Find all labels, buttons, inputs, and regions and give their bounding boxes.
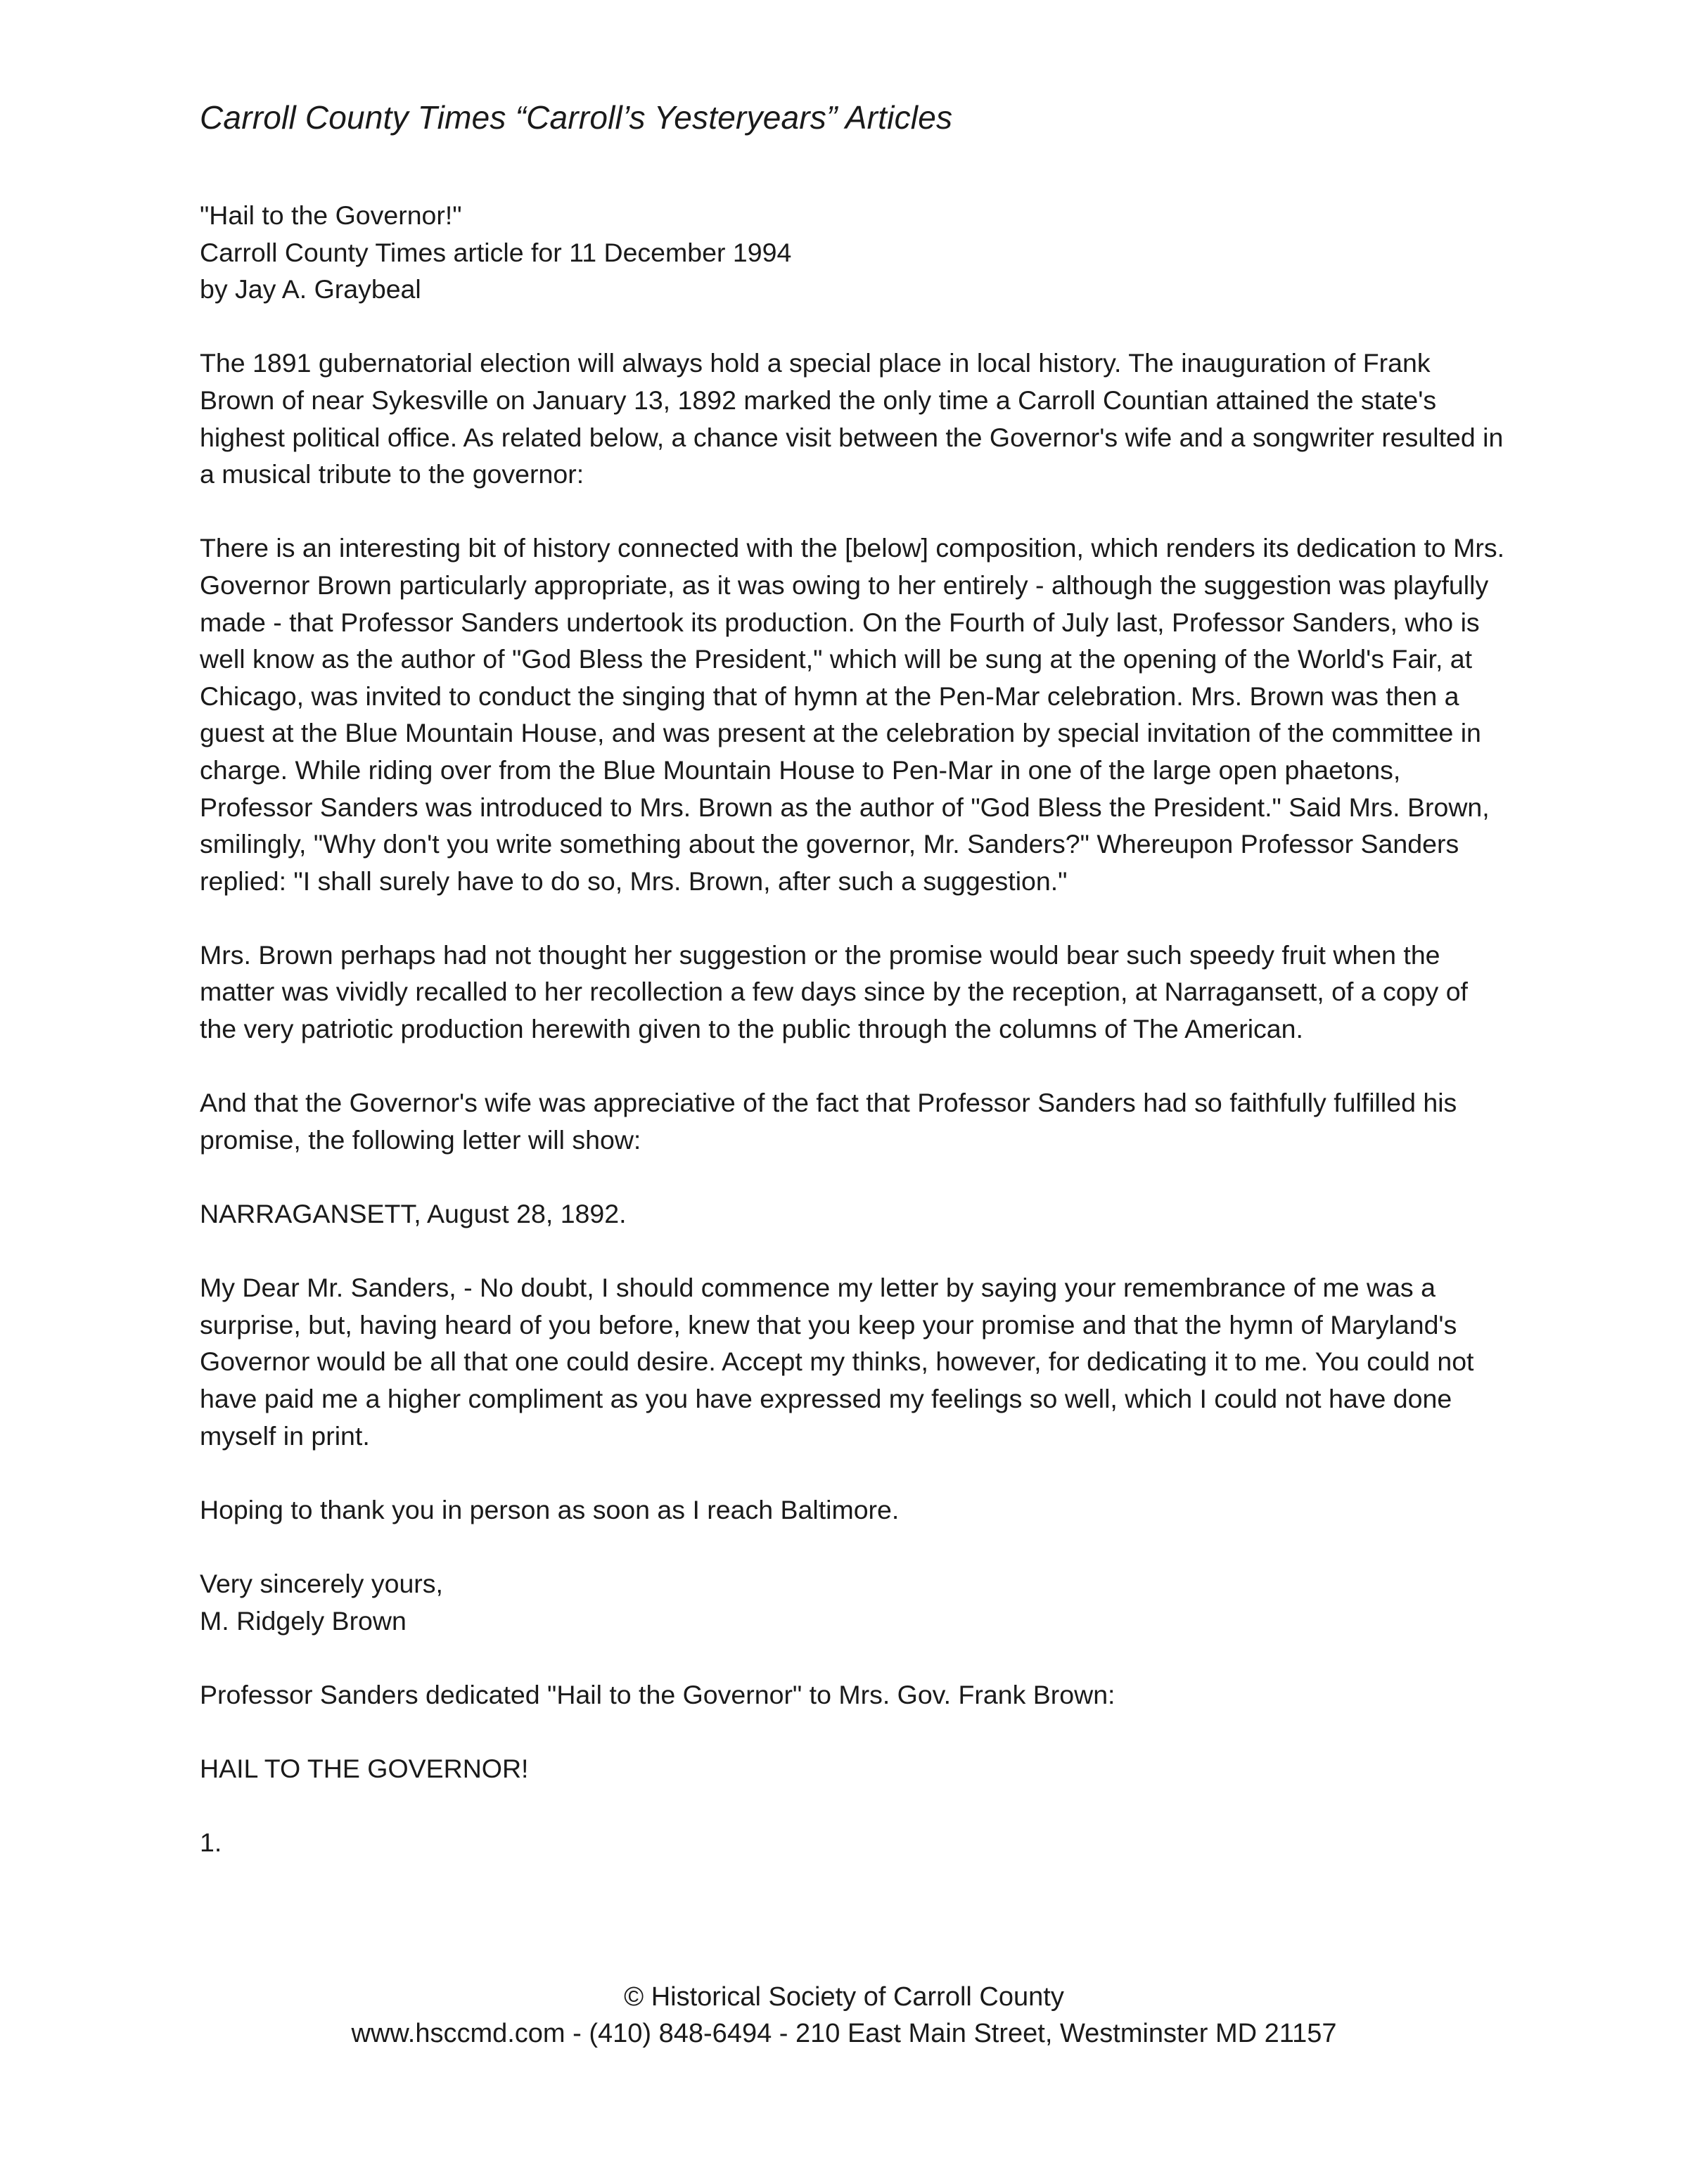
history-paragraph: There is an interesting bit of history connected with the [below] composition, which renders its dedication to Mrs. Governor Brown particularly appropriate, as it was owing to her entirely - although the suggestion was playfully made - that Professor Sanders undertook its production. On the Fourth of July last, Professor Sanders, who is well know as the author of "God Bless the President," which will be sung at the opening of the World's Fair, at Chicago, was invited to conduct the singing that of hymn at the Pen-Mar celebration. Mrs. Brown was then a guest at the Blue Mountain House, and was present at the celebration by special invitation of the committee in charge. While riding over from the Blue Mountain House to Pen-Mar in one of the large open phaetons, Professor Sanders was introduced to Mrs. Brown as the author of "God Bless the President." Said Mrs. Brown, smilingly, "Why don't you write something about the governor, Mr. Sanders?" Whereupon Professor Sanders replied: "I shall surely have to do so, Mrs. Brown, after such a suggestion." bbox=[200, 533, 1505, 896]
signature-block bbox=[200, 1565, 1508, 1639]
dedication-line: Professor Sanders dedicated "Hail to the Governor" to Mrs. Gov. Frank Brown: bbox=[200, 1679, 1115, 1709]
letter-body: My Dear Mr. Sanders, - No doubt, I should commence my letter by saying your remembrance of me was a surprise, but, having heard of you before, knew that you keep your promise and that the hymn of Maryland's Governor would be all that one could desire. Accept my thinks, however, for dedicating it to me. You could not have paid me a higher compliment as you have expressed my feelings so well, which I could not have done myself in print. bbox=[200, 1273, 1474, 1451]
letter-intro-paragraph: And that the Governor's wife was appreciative of the fact that Professor Sanders had so faithfully fulfilled his promise, the following letter will show: bbox=[200, 1088, 1457, 1155]
article-source: Carroll County Times article for 11 December 1994 bbox=[200, 237, 792, 267]
footer-copyright: © Historical Society of Carroll County bbox=[624, 1982, 1064, 2012]
signature: M. Ridgely Brown bbox=[200, 1605, 407, 1636]
song-title: HAIL TO THE GOVERNOR! bbox=[200, 1753, 529, 1783]
signoff: Very sincerely yours, bbox=[200, 1568, 443, 1598]
article-heading-block bbox=[200, 197, 1508, 308]
letter-closing: Hoping to thank you in person as soon as I reach Baltimore. bbox=[200, 1494, 900, 1524]
page-header-title: Carroll County Times “Carroll’s Yesteryears” Articles bbox=[200, 99, 953, 136]
recollection-paragraph: Mrs. Brown perhaps had not thought her suggestion or the promise would bear such speedy fruit when the matter was vividly recalled to her recollection a few days since by the reception, at Narragansett, of a copy of the very patriotic production herewith given to the public through the columns of The American. bbox=[200, 939, 1468, 1044]
article-body bbox=[200, 197, 1508, 1898]
verse-number: 1. bbox=[200, 1828, 222, 1858]
footer-contact: www.hsccmd.com - (410) 848-6494 - 210 East Main Street, Westminster MD 21157 bbox=[351, 2019, 1337, 2048]
article-byline: by Jay A. Graybeal bbox=[200, 274, 421, 304]
letter-dateline: NARRAGANSETT, August 28, 1892. bbox=[200, 1199, 627, 1229]
intro-paragraph: The 1891 gubernatorial election will always hold a special place in local history. The inauguration of Frank Brown of near Sykesville on January 13, 1892 marked the only time a Carroll Countian attained the state's highest political office. As related below, a chance visit between the Governor's wife and a songwriter resulted in a musical tribute to the governor: bbox=[200, 348, 1504, 489]
article-title: "Hail to the Governor!" bbox=[200, 200, 462, 230]
